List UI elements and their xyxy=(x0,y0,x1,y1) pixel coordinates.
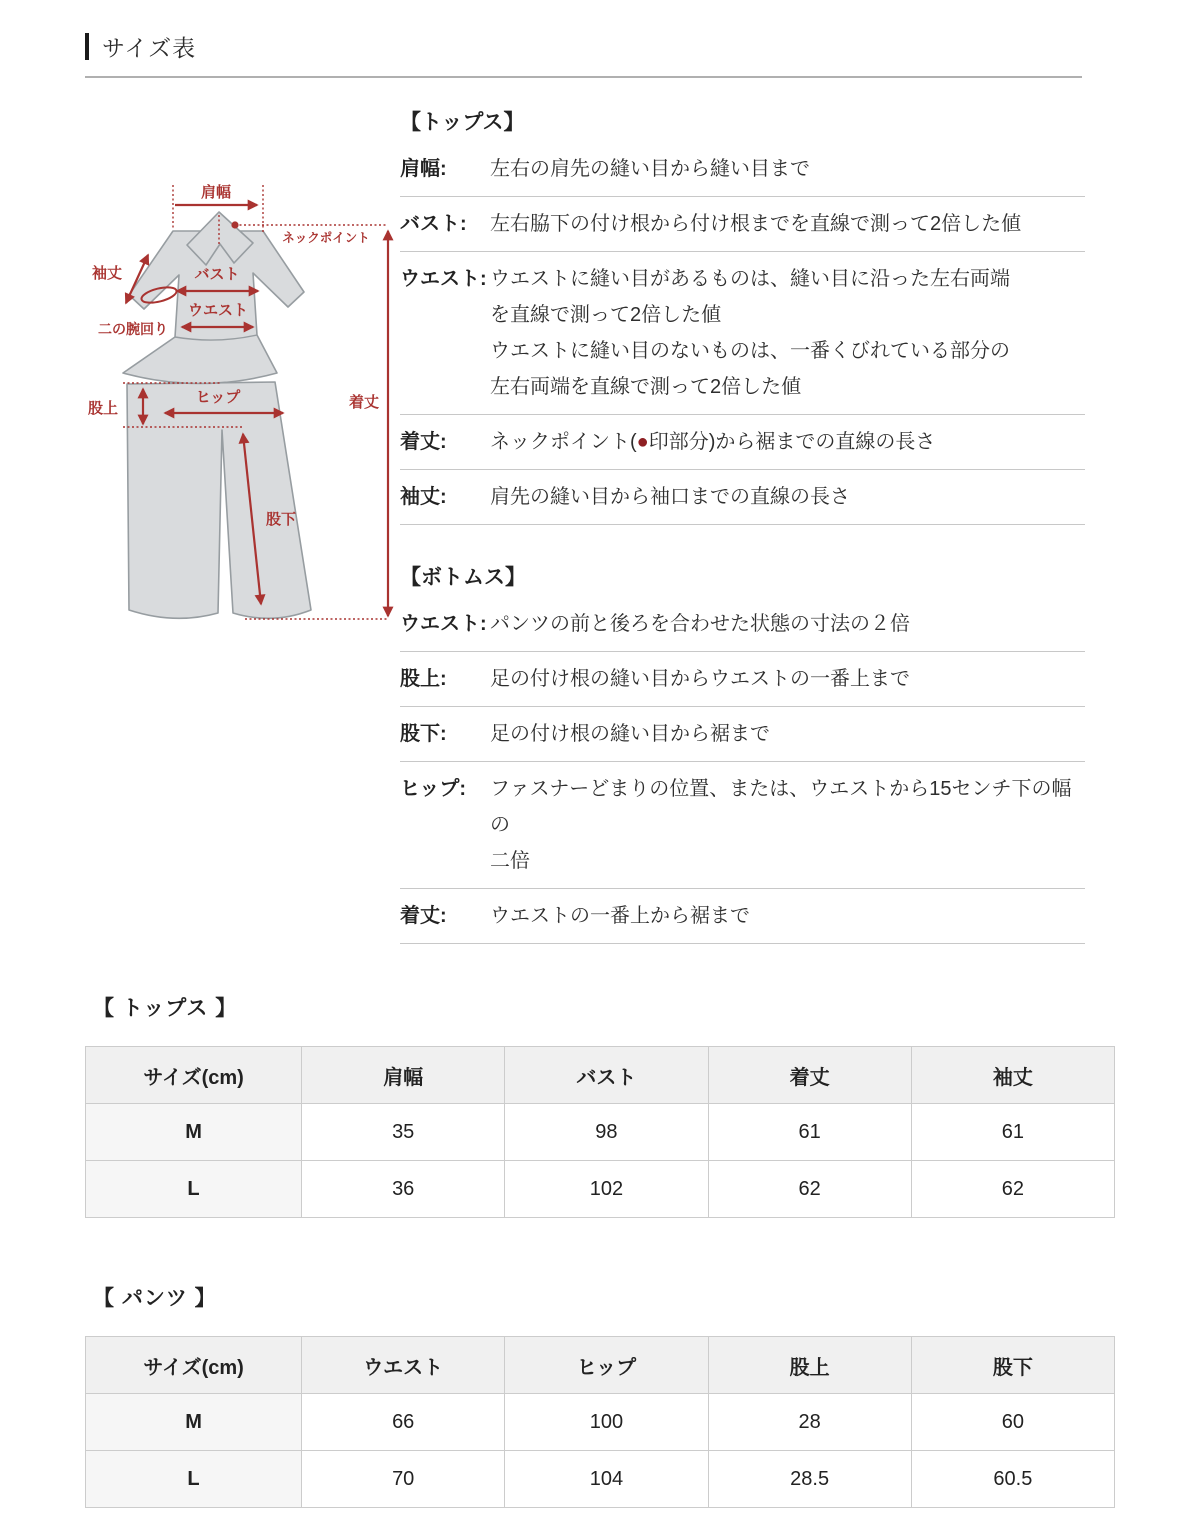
value-cell: 60 xyxy=(911,1394,1114,1451)
diagram-label-shoulder-width: 肩幅 xyxy=(200,184,232,201)
def-term: ヒップ: xyxy=(400,778,467,800)
def-row-body-length-tops xyxy=(400,415,1085,470)
diagram-label-neck-point: ネックポイント xyxy=(282,231,370,245)
value-cell: 35 xyxy=(302,1104,505,1161)
value-cell: 100 xyxy=(505,1394,708,1451)
value-cell: 61 xyxy=(708,1104,911,1161)
def-desc-line: 左右の肩先の縫い目から縫い目まで xyxy=(490,158,810,180)
size-label-cell: L xyxy=(86,1161,302,1218)
value-cell: 36 xyxy=(302,1161,505,1218)
page-header xyxy=(85,30,1115,63)
diagram-label-hip: ヒップ xyxy=(195,389,241,406)
def-term: 袖丈: xyxy=(400,486,447,508)
col-header-rise: 股上 xyxy=(708,1337,911,1394)
col-header-size: サイズ(cm) xyxy=(86,1047,302,1104)
diagram-label-rise: 股上 xyxy=(87,400,119,417)
tops-definitions-heading: 【トップス】 xyxy=(400,111,525,134)
table-header-row xyxy=(86,1047,1115,1104)
garment-measurement-diagram xyxy=(85,167,400,647)
def-desc-line: 二倍 xyxy=(490,850,530,872)
pants-size-table xyxy=(85,1336,1115,1508)
size-label-cell: M xyxy=(86,1394,302,1451)
value-cell: 104 xyxy=(505,1451,708,1508)
title-accent-bar xyxy=(85,33,89,60)
def-term: 股上: xyxy=(400,668,447,690)
def-desc-line: ファスナーどまりの位置、または、ウエストから15センチ下の幅の xyxy=(490,778,1072,836)
def-desc-line: パンツの前と後ろを合わせた状態の寸法の２倍 xyxy=(490,613,910,635)
def-term: 股下: xyxy=(400,723,447,745)
col-header-length: 着丈 xyxy=(708,1047,911,1104)
def-term: バスト: xyxy=(400,213,467,235)
def-desc-line: 足の付け根の縫い目から裾まで xyxy=(490,723,770,745)
def-term: 肩幅: xyxy=(400,158,447,180)
def-term: 着丈: xyxy=(400,431,447,453)
def-desc-line: 左右脇下の付け根から付け根までを直線で測って2倍した値 xyxy=(490,213,1022,235)
page-title: サイズ表 xyxy=(102,35,197,61)
def-row-inseam xyxy=(400,707,1085,762)
value-cell: 70 xyxy=(302,1451,505,1508)
col-header-sleeve: 袖丈 xyxy=(911,1047,1114,1104)
value-cell: 66 xyxy=(302,1394,505,1451)
def-desc-line: 左右両端を直線で測って2倍した値 xyxy=(490,376,802,398)
def-term: 着丈: xyxy=(400,905,447,927)
def-desc-line: 足の付け根の縫い目からウエストの一番上まで xyxy=(490,668,910,690)
col-header-waist: ウエスト xyxy=(302,1337,505,1394)
def-desc-line: ウエストの一番上から裾まで xyxy=(490,905,750,927)
def-row-shoulder-width xyxy=(400,142,1085,197)
main-content xyxy=(85,102,1115,944)
diagram-label-upper-arm: 二の腕回り xyxy=(98,321,168,337)
table-row xyxy=(86,1104,1115,1161)
def-row-rise xyxy=(400,652,1085,707)
value-cell: 62 xyxy=(911,1161,1114,1218)
value-cell: 61 xyxy=(911,1104,1114,1161)
value-cell: 98 xyxy=(505,1104,708,1161)
value-cell: 28 xyxy=(708,1394,911,1451)
table-row xyxy=(86,1394,1115,1451)
value-cell: 62 xyxy=(708,1161,911,1218)
header-divider xyxy=(85,76,1082,78)
table-row xyxy=(86,1451,1115,1508)
diagram-label-inseam: 股下 xyxy=(265,511,297,528)
def-row-bust xyxy=(400,197,1085,252)
pants-table-title: 【 パンツ 】 xyxy=(93,1287,217,1310)
value-cell: 102 xyxy=(505,1161,708,1218)
def-desc-line: 肩先の縫い目から袖口までの直線の長さ xyxy=(490,486,850,508)
col-header-hip: ヒップ xyxy=(505,1337,708,1394)
col-header-shoulder: 肩幅 xyxy=(302,1047,505,1104)
diagram-label-bust: バスト xyxy=(194,266,240,283)
diagram-label-sleeve-length: 袖丈 xyxy=(91,265,123,282)
def-row-waist-bottoms xyxy=(400,597,1085,652)
col-header-bust: バスト xyxy=(505,1047,708,1104)
tops-table-title: 【 トップス 】 xyxy=(93,997,238,1020)
diagram-label-waist: ウエスト xyxy=(187,302,249,319)
def-desc-line: ウエストに縫い目のないものは、一番くびれている部分の xyxy=(490,340,1010,362)
value-cell: 28.5 xyxy=(708,1451,911,1508)
bottoms-definitions-heading: 【ボトムス】 xyxy=(400,566,526,589)
table-row xyxy=(86,1161,1115,1218)
neck-point-dot xyxy=(231,221,238,228)
def-desc-text: 印部分)から裾までの直線の長さ xyxy=(648,431,936,453)
col-header-size: サイズ(cm) xyxy=(86,1337,302,1394)
measurement-diagram-wrap xyxy=(85,102,400,944)
def-term: ウエスト: xyxy=(400,268,487,290)
def-desc-line: を直線で測って2倍した値 xyxy=(490,304,722,326)
size-label-cell: M xyxy=(86,1104,302,1161)
value-cell: 60.5 xyxy=(911,1451,1114,1508)
def-row-hip xyxy=(400,762,1085,889)
def-row-sleeve-length xyxy=(400,470,1085,525)
def-term: ウエスト: xyxy=(400,613,487,635)
def-row-waist-tops xyxy=(400,252,1085,415)
pants-shape xyxy=(127,382,311,618)
size-label-cell: L xyxy=(86,1451,302,1508)
diagram-label-body-length: 着丈 xyxy=(348,394,379,411)
def-row-body-length-bottoms xyxy=(400,889,1085,944)
tops-size-table xyxy=(85,1046,1115,1218)
neck-point-dot-glyph: ● xyxy=(636,431,649,453)
measurement-definitions xyxy=(400,102,1115,944)
table-header-row xyxy=(86,1337,1115,1394)
def-desc-text: ネックポイント( xyxy=(490,431,637,453)
def-desc-line: ウエストに縫い目があるものは、縫い目に沿った左右両端 xyxy=(490,268,1010,290)
col-header-inseam: 股下 xyxy=(911,1337,1114,1394)
